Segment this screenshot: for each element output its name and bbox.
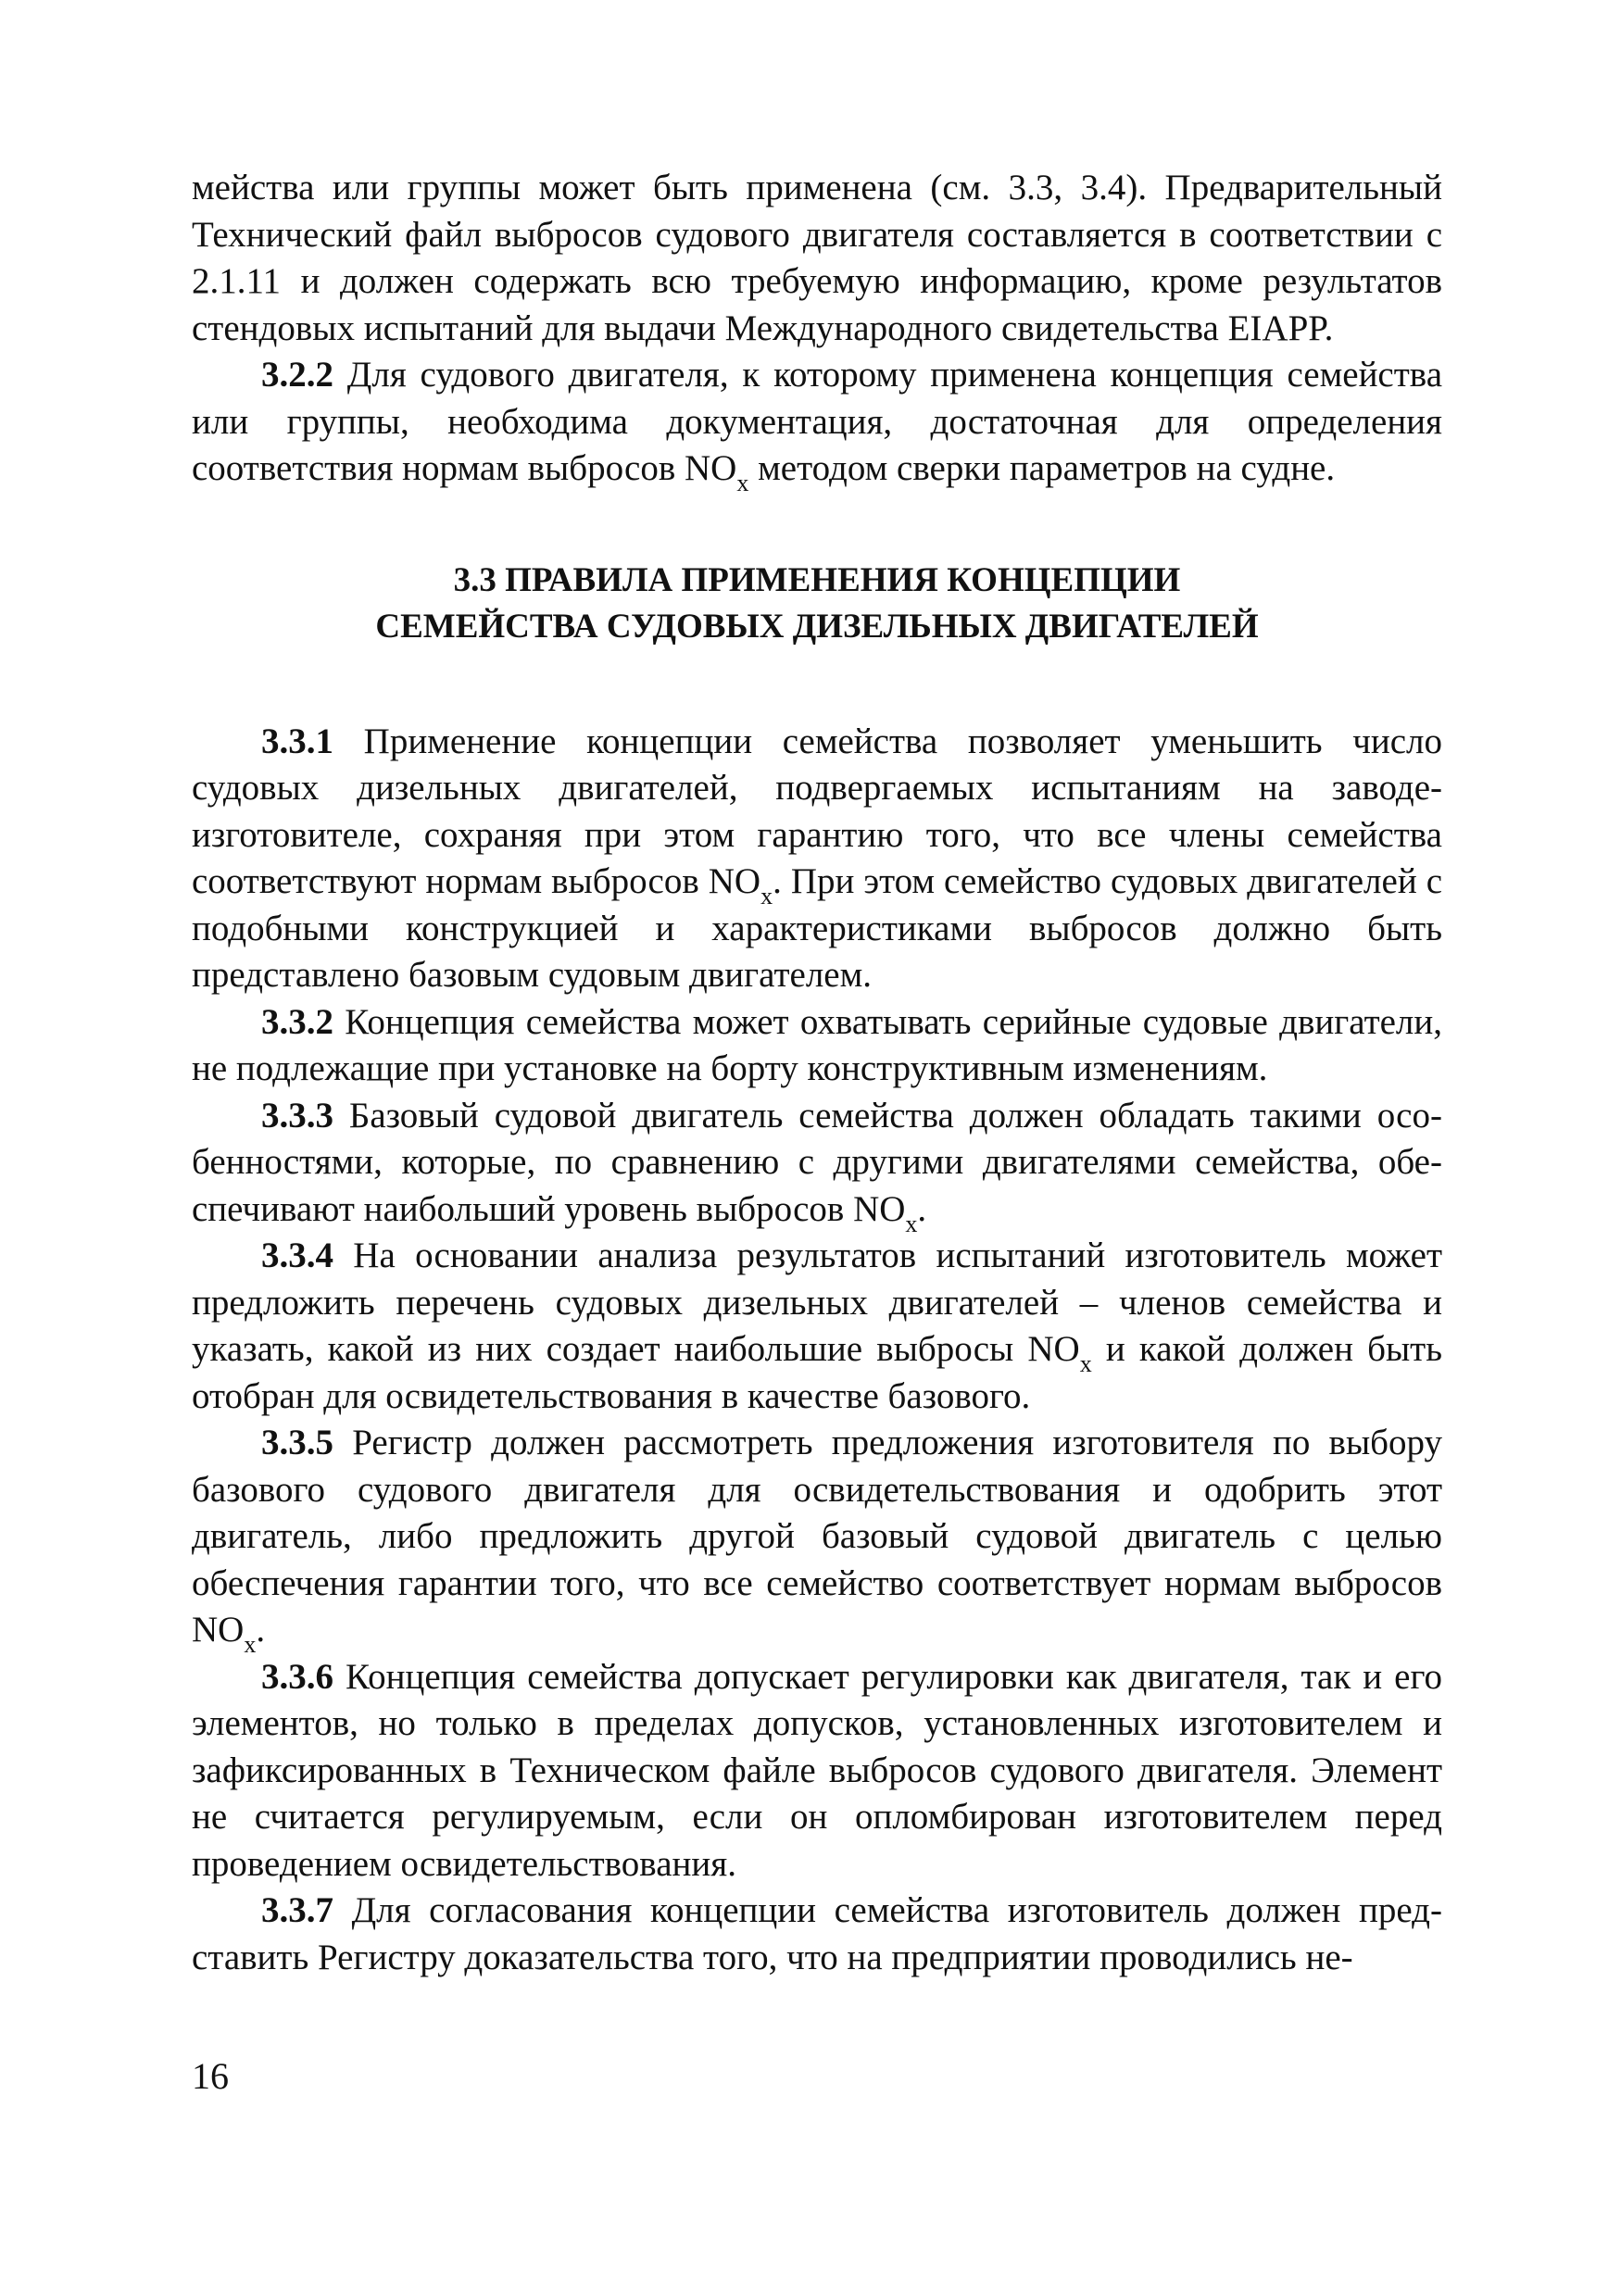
paragraph-text: и какой должен быть отобран для освидетельствования в качестве базового. xyxy=(192,1329,1442,1416)
paragraph-text: методом сверки параметров на судне. xyxy=(748,448,1336,488)
subscript: x xyxy=(905,1210,918,1237)
paragraph-text: Для судового двигателя, к которому применена концепция семейства или группы, необходима документация, достаточная для определения соответствия нормам выбросов NO xyxy=(192,355,1442,488)
paragraph-3-3-4 xyxy=(192,1233,1442,1420)
clause-number: 3.2.2 xyxy=(261,355,333,395)
clause-number: 3.3.6 xyxy=(261,1656,333,1697)
page-body xyxy=(192,165,1442,1981)
paragraph-text: Применение концепции семейства позволяет уменьшить число судовых дизельных двигателей, подвергаемых испытаниям на заводе-изготовителе, сохраняя при этом гарантию того, что все члены семейства соответствуют нормам выбросов NO xyxy=(192,721,1442,901)
section-heading-line-1: 3.3 ПРАВИЛА ПРИМЕНЕНИЯ КОНЦЕПЦИИ xyxy=(453,560,1181,599)
paragraph-text: Регистр должен рассмотреть предложения изготовителя по выбору базового судового двигателя для освидетельствования и одобрить этот двигатель, либо предложить другой базовый судовой двигатель с целью обеспечения гарантии того, что все семейство соответствует нормам выбросов NO xyxy=(192,1423,1442,1650)
section-heading xyxy=(192,558,1442,650)
paragraph-text: Базовый судовой двигатель семейства должен обладать такими особенностями, которые, по сравнению с другими двигателями семейства, обеспечивают наибольший уровень выбросов NO xyxy=(192,1095,1442,1229)
clause-number: 3.3.3 xyxy=(261,1095,333,1135)
clause-number: 3.3.4 xyxy=(261,1236,333,1275)
clause-number: 3.3.1 xyxy=(261,721,333,761)
subscript: x xyxy=(736,470,749,496)
paragraph-text: На основании анализа результатов испытаний изготовитель может предложить перечень судовых дизельных двигателей – членов семейства и указать, какой из них создает наибольшие выбросы NO xyxy=(192,1236,1442,1369)
paragraph-text: . xyxy=(917,1188,927,1229)
paragraph-continuation: мейства или группы может быть применена (см. 3.3, 3.4). Предварительный Технический файл выбросов судового двигателя составляется в соответствии с 2.1.11 и должен содержать всю требуемую информацию, кроме результатов стендовых испытаний для выдачи Международного свидетельства EIAPP. xyxy=(192,168,1442,348)
paragraph-text: Концепция семейства может охватывать серийные судовые двигатели, не подлежащие при установке на борту конструктивным изменениям. xyxy=(192,1001,1442,1088)
subscript: x xyxy=(1079,1350,1092,1377)
clause-number: 3.3.5 xyxy=(261,1423,333,1462)
paragraph-3-3-1 xyxy=(192,719,1442,999)
section-heading-line-2: СЕМЕЙСТВА СУДОВЫХ ДИЗЕЛЬНЫХ ДВИГАТЕЛЕЙ xyxy=(375,607,1259,646)
paragraph-text: . При этом семейство судовых двигателей с подобными конструкцией и характеристиками выбросов должно быть представлено базовым судовым двигателем. xyxy=(192,861,1443,995)
subscript: x xyxy=(760,883,773,910)
paragraph-3-3-7 xyxy=(192,1888,1442,1981)
paragraph-3-3-3 xyxy=(192,1093,1442,1237)
clause-number: 3.3.7 xyxy=(261,1890,333,1930)
paragraph-3-2-2 xyxy=(192,352,1442,496)
paragraph-3-3-6 xyxy=(192,1654,1442,1888)
paragraph-3-3-5 xyxy=(192,1420,1442,1658)
paragraph-text: . xyxy=(256,1610,266,1650)
page-number: 16 xyxy=(192,2055,229,2097)
paragraph-3-3-2 xyxy=(192,999,1442,1093)
paragraph-text: Для согласования концепции семейства изготовитель должен представить Регистру доказательства того, что на предприятии проводились не- xyxy=(192,1890,1442,1977)
paragraph-text: Концепция семейства допускает регулировки как двигателя, так и его элементов, но только в пределах допусков, установленных изготовителем и зафиксированных в Техническом файле выбросов судового двигателя. Элемент не считается регулируемым, если он опломбирован изготовителем перед проведением освидетельствования. xyxy=(192,1656,1442,1884)
clause-number: 3.3.2 xyxy=(261,1001,333,1042)
subscript: x xyxy=(244,1631,257,1658)
